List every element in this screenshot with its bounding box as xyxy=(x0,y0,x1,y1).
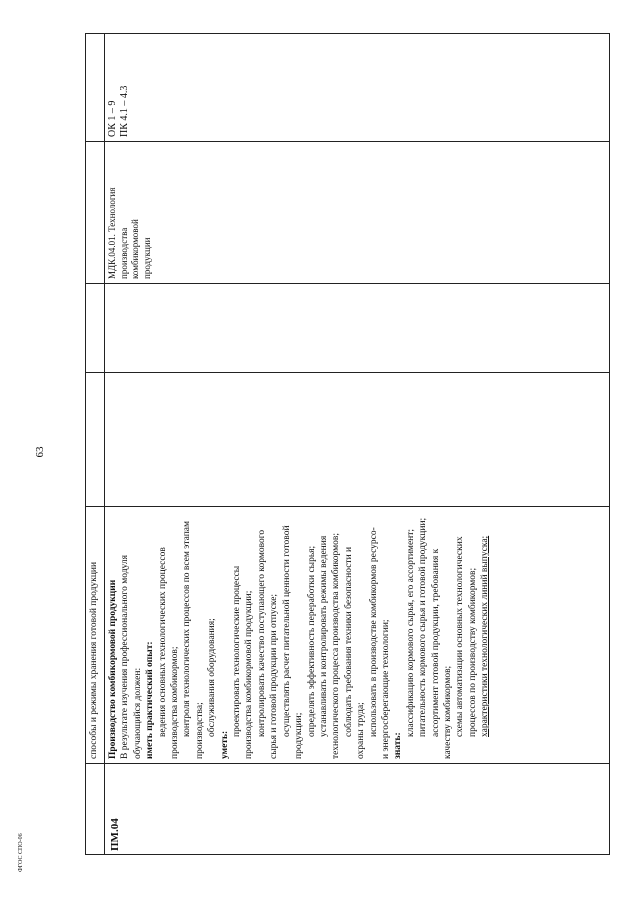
description-line: производства; xyxy=(194,702,205,759)
mdk-line: продукции xyxy=(141,237,152,279)
description-line: контроля технологических процессов по всем этапам xyxy=(182,520,193,737)
column-divider xyxy=(85,506,610,507)
module-code: ПМ.04 xyxy=(109,818,121,851)
description-line: продукции; xyxy=(294,712,305,759)
column-divider xyxy=(85,372,610,373)
competency-line: ПК 4.1 – 4.3 xyxy=(119,85,130,137)
description-line: контролировать качество поступающего кормового xyxy=(256,529,267,737)
description-line: знать: xyxy=(393,732,404,759)
column-divider xyxy=(85,283,610,284)
table-border-right xyxy=(609,33,610,855)
mdk-line: комбикормовой xyxy=(130,219,140,279)
description-line: процессов по производству комбикормов; xyxy=(467,567,478,737)
mdk-cell xyxy=(107,187,153,279)
description-line: и энергосберегающие технологии; xyxy=(380,619,391,759)
description-line: сырья и готовой продукции при отпуске; xyxy=(269,593,280,759)
description-line: уметь: xyxy=(219,730,230,759)
description-line: определять эффективность переработки сырья; xyxy=(306,545,317,737)
table-border-bottom xyxy=(85,854,610,855)
mdk-line: производства xyxy=(118,227,129,279)
description-line: охраны труда; xyxy=(356,702,367,759)
page-number: 63 xyxy=(34,446,46,458)
description-line: обслуживания оборудования; xyxy=(207,618,218,737)
table-border-top xyxy=(85,33,610,34)
description-line: ассортимент готовой продукции, требования к xyxy=(430,548,441,737)
description-line: производства комбикормов; xyxy=(170,646,181,759)
table-border-left xyxy=(85,33,86,855)
competency-line: ОК 1 – 9 xyxy=(107,100,118,137)
description-line: обучающийся должен: xyxy=(132,667,143,759)
row-divider xyxy=(104,33,105,855)
mdk-line: МДК.04.01. Технология xyxy=(107,187,117,279)
top-row-text: способы и режимы хранения готовой продукции xyxy=(89,561,99,759)
description-line: характеристики технологических линий выпуска; xyxy=(480,535,491,737)
description-line: устанавливать и контролировать режимы ведения xyxy=(318,535,329,737)
description-line: использовать в производстве комбикормов ресурсо- xyxy=(368,527,379,737)
description-line: Производство комбикормовой продукции xyxy=(108,579,118,759)
description-line: иметь практический опыт: xyxy=(145,641,156,759)
module-description xyxy=(107,518,492,759)
description-line: классификацию кормового сырья, его ассортимент; xyxy=(405,528,416,737)
column-divider xyxy=(85,763,610,764)
description-line: осуществлять расчет питательной ценности готовой xyxy=(281,525,292,737)
description-line: качеству комбикормов; xyxy=(442,665,453,759)
column-divider xyxy=(85,141,610,142)
description-line: проектировать технологические процессы xyxy=(232,565,243,737)
competencies-cell xyxy=(107,86,131,137)
description-line: производства комбикормовой продукции; xyxy=(244,590,255,759)
description-line: питательность кормового сырья и готовой продукции; xyxy=(418,517,429,737)
description-line: соблюдать требования техники безопасности и xyxy=(343,546,354,737)
description-line: ведения основных технологических процессов xyxy=(157,547,168,737)
description-line: В результате изучения профессионального модуля xyxy=(120,555,131,759)
table xyxy=(85,33,610,855)
description-line: технологического процесса производства комбикормов; xyxy=(331,532,342,759)
description-line: схемы автоматизации основных технологических xyxy=(455,536,466,737)
footer-label: ФГОС СПО-06 xyxy=(18,833,24,872)
